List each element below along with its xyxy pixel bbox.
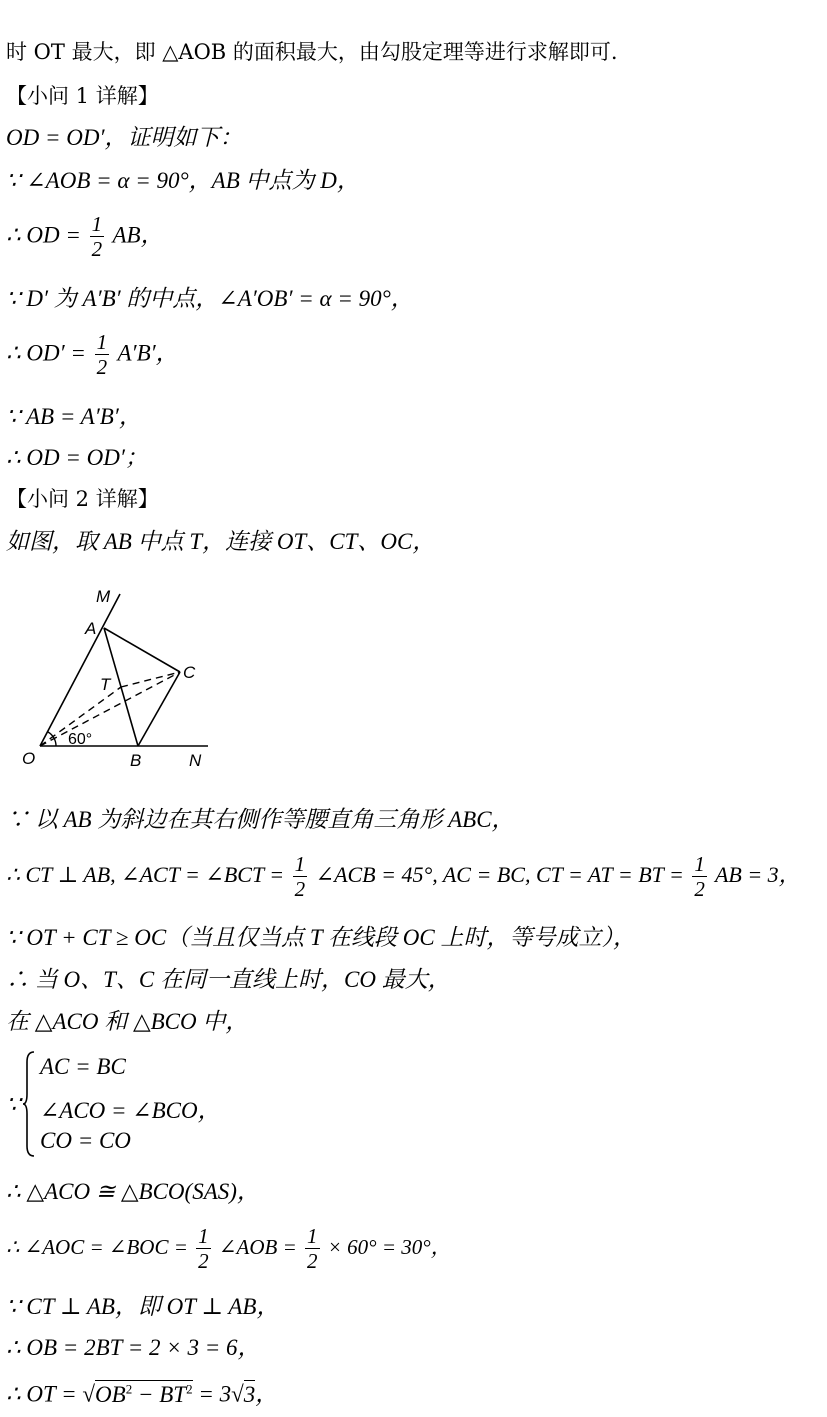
label-a: A — [85, 619, 97, 638]
proof-line-13: ∴ ∠AOC = ∠BOC = $\frac{1}{2}$ ∠AOB = $\frac{1}{2}$ × 60° = 30°， — [6, 1224, 452, 1274]
proof-line-4: ∴ OD′ = $\frac{1}{2}$ A′B′， — [6, 330, 179, 380]
geometry-figure — [14, 582, 224, 782]
proof-line-6: ∴ OD = OD′； — [6, 445, 148, 470]
label-angle: 60° — [68, 731, 93, 748]
proof-line-16: ∴ OT = $√OB^2 - BT^2 = 3√3$， — [6, 1381, 279, 1407]
proof-line-11: 在 △ACO 和 △BCO 中， — [6, 1009, 249, 1034]
proof-line-10: ∴ 当 O、T、C 在同一直线上时，CO 最大， — [6, 967, 451, 992]
proof-line-9: ∵ OT + CT ≥ OC（当且仅当点 T 在线段 OC 上时，等号成立）， — [6, 925, 637, 950]
left-brace — [22, 1050, 36, 1158]
proof-line-7: ∵ 以 AB 为斜边在其右侧作等腰直角三角形 ABC， — [6, 807, 515, 832]
system-row-3: CO = CO — [40, 1128, 131, 1153]
text-line-1: 时 OT 最大，即 △AOB 的面积最大，由勾股定理等进行求解即可. — [6, 40, 618, 64]
ray-om — [40, 594, 120, 746]
proof-line-14: ∵ CT ⊥ AB，即 OT ⊥ AB， — [6, 1294, 280, 1319]
system-row-2: ∠ACO = ∠BCO， — [40, 1098, 221, 1123]
label-t: T — [100, 675, 111, 694]
sqrt-radicand: $OB^2 - BT^2$ — [95, 1381, 193, 1407]
sqrt-symbol: √ — [231, 1381, 244, 1407]
proof-line-12: ∴ △ACO ≅ △BCO(SAS)， — [6, 1179, 260, 1204]
section-heading-1: 【小问 1 详解】 — [6, 84, 159, 108]
proof-line-5: ∵ AB = A′B′， — [6, 404, 142, 429]
fraction-half: $\frac{1}{2}$ — [694, 852, 705, 902]
proof-line-15: ∴ OB = 2BT = 2 × 3 = 6， — [6, 1335, 261, 1360]
label-m: M — [96, 587, 111, 606]
section-heading-2: 【小问 2 详解】 — [6, 487, 159, 511]
proof-line-3: ∵ D′ 为 A′B′ 的中点，∠A′OB′ = α = 90°， — [6, 286, 414, 311]
because-symbol: ∵ — [6, 1092, 21, 1117]
label-b: B — [130, 751, 142, 770]
fraction-half: $\frac{1}{2}$ — [198, 1224, 209, 1274]
proof-line-2: ∴ OD = $\frac{1}{2}$ AB， — [6, 212, 164, 262]
fraction-half: $\frac{1}{2}$ — [307, 1224, 318, 1274]
segment-tc — [121, 672, 180, 687]
proof-line-1: ∵ ∠AOB = α = 90°，AB 中点为 D， — [6, 168, 360, 193]
fraction-half: $\frac{1}{2}$ — [91, 212, 103, 262]
claim-line: OD = OD′，证明如下： — [6, 125, 243, 150]
fraction-half: $\frac{1}{2}$ — [96, 330, 108, 380]
label-c: C — [183, 663, 196, 682]
text-line-construction: 如图，取 AB 中点 T，连接 OT、CT、OC， — [6, 529, 436, 554]
sqrt-symbol: √ — [82, 1381, 96, 1407]
label-o: O — [22, 749, 36, 768]
fraction-half: $\frac{1}{2}$ — [294, 852, 306, 902]
label-n: N — [189, 751, 202, 770]
system-row-1: AC = BC — [40, 1054, 126, 1079]
proof-line-8: ∴ CT ⊥ AB, ∠ACT = ∠BCT = $\frac{1}{2}$ ∠ACB = 45°, AC = BC, CT = AT = BT = $\frac{1}{2}$ AB = 3， — [6, 852, 801, 902]
